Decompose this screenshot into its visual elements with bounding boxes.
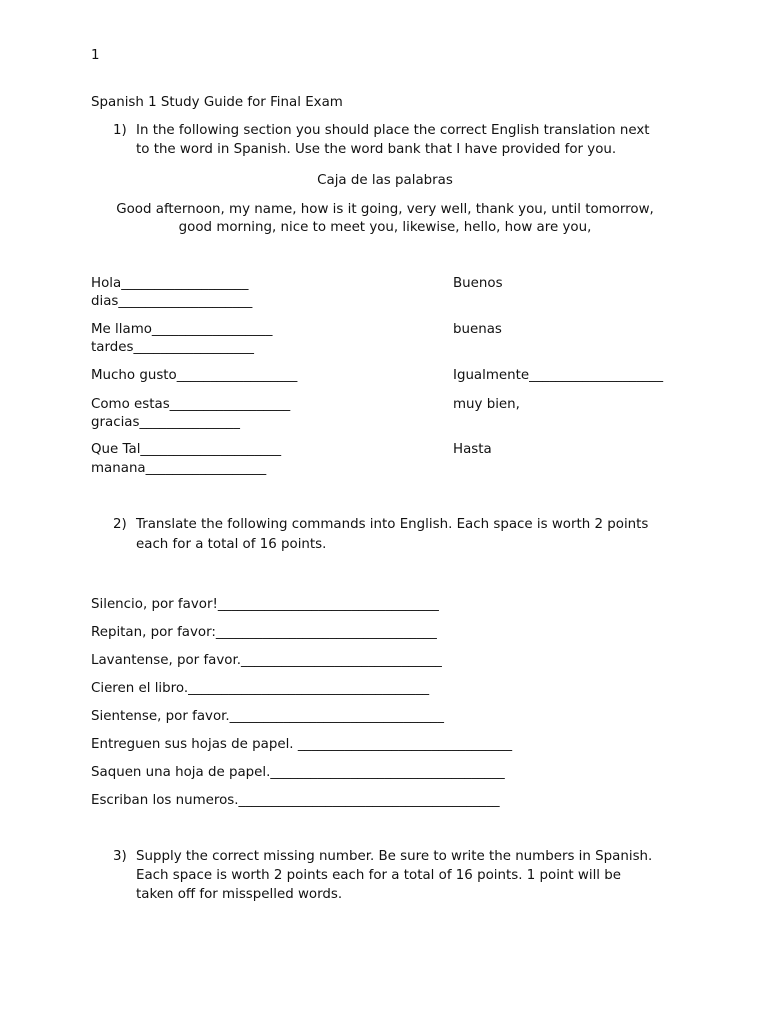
section-1-instructions-line-2: to the word in Spanish. Use the word bank that I have provided for you. xyxy=(136,142,617,157)
vocab-right: Hasta xyxy=(453,442,492,457)
vocab-right: buenas xyxy=(453,322,502,337)
section-2-instructions-line-1: Translate the following commands into English. Each space is worth 2 points xyxy=(136,517,649,532)
section-1-number: 1) xyxy=(113,123,127,138)
section-1-instructions-line-1: In the following section you should place the correct English translation next xyxy=(136,123,650,138)
vocab-left-line-1: Mucho gusto__________________ xyxy=(91,368,298,383)
command-item: Escriban los numeros._______________________________________ xyxy=(91,793,500,808)
section-2-number: 2) xyxy=(113,517,127,532)
vocab-left-line-1: Que Tal_____________________ xyxy=(91,442,282,457)
command-item: Cieren el libro.____________________________________ xyxy=(91,681,430,696)
document-title: Spanish 1 Study Guide for Final Exam xyxy=(91,95,343,110)
command-item: Repitan, por favor:_________________________________ xyxy=(91,625,437,640)
vocab-left-line-2: tardes__________________ xyxy=(91,340,254,355)
word-bank-line-1: Good afternoon, my name, how is it going, very well, thank you, until tomorrow, xyxy=(116,202,654,217)
vocab-left-line-1: Como estas__________________ xyxy=(91,397,291,412)
command-item: Silencio, por favor!_________________________________ xyxy=(91,597,439,612)
section-3-number: 3) xyxy=(113,849,127,864)
vocab-left-line-1: Hola___________________ xyxy=(91,276,249,291)
command-item: Sientense, por favor.________________________________ xyxy=(91,709,444,724)
command-item: Saquen una hoja de papel.___________________________________ xyxy=(91,765,505,780)
section-3-instructions-line-2: Each space is worth 2 points each for a total of 16 points. 1 point will be xyxy=(136,868,622,883)
vocab-right: Igualmente____________________ xyxy=(453,368,664,383)
command-item: Lavantense, por favor.______________________________ xyxy=(91,653,442,668)
section-3-instructions-line-1: Supply the correct missing number. Be sure to write the numbers in Spanish. xyxy=(136,849,653,864)
vocab-left-line-2: dias____________________ xyxy=(91,294,253,309)
vocab-left-line-2: manana__________________ xyxy=(91,461,267,476)
vocab-right: Buenos xyxy=(453,276,503,291)
page-number: 1 xyxy=(91,48,100,63)
section-3-instructions-line-3: taken off for misspelled words. xyxy=(136,887,343,902)
command-item: Entreguen sus hojas de papel. ________________________________ xyxy=(91,737,513,752)
word-bank-title: Caja de las palabras xyxy=(317,173,453,188)
vocab-left-line-2: gracias_______________ xyxy=(91,415,240,430)
word-bank-line-2: good morning, nice to meet you, likewise, hello, how are you, xyxy=(178,220,592,235)
section-2-instructions-line-2: each for a total of 16 points. xyxy=(136,537,327,552)
vocab-left-line-1: Me llamo__________________ xyxy=(91,322,273,337)
vocab-right: muy bien, xyxy=(453,397,520,412)
